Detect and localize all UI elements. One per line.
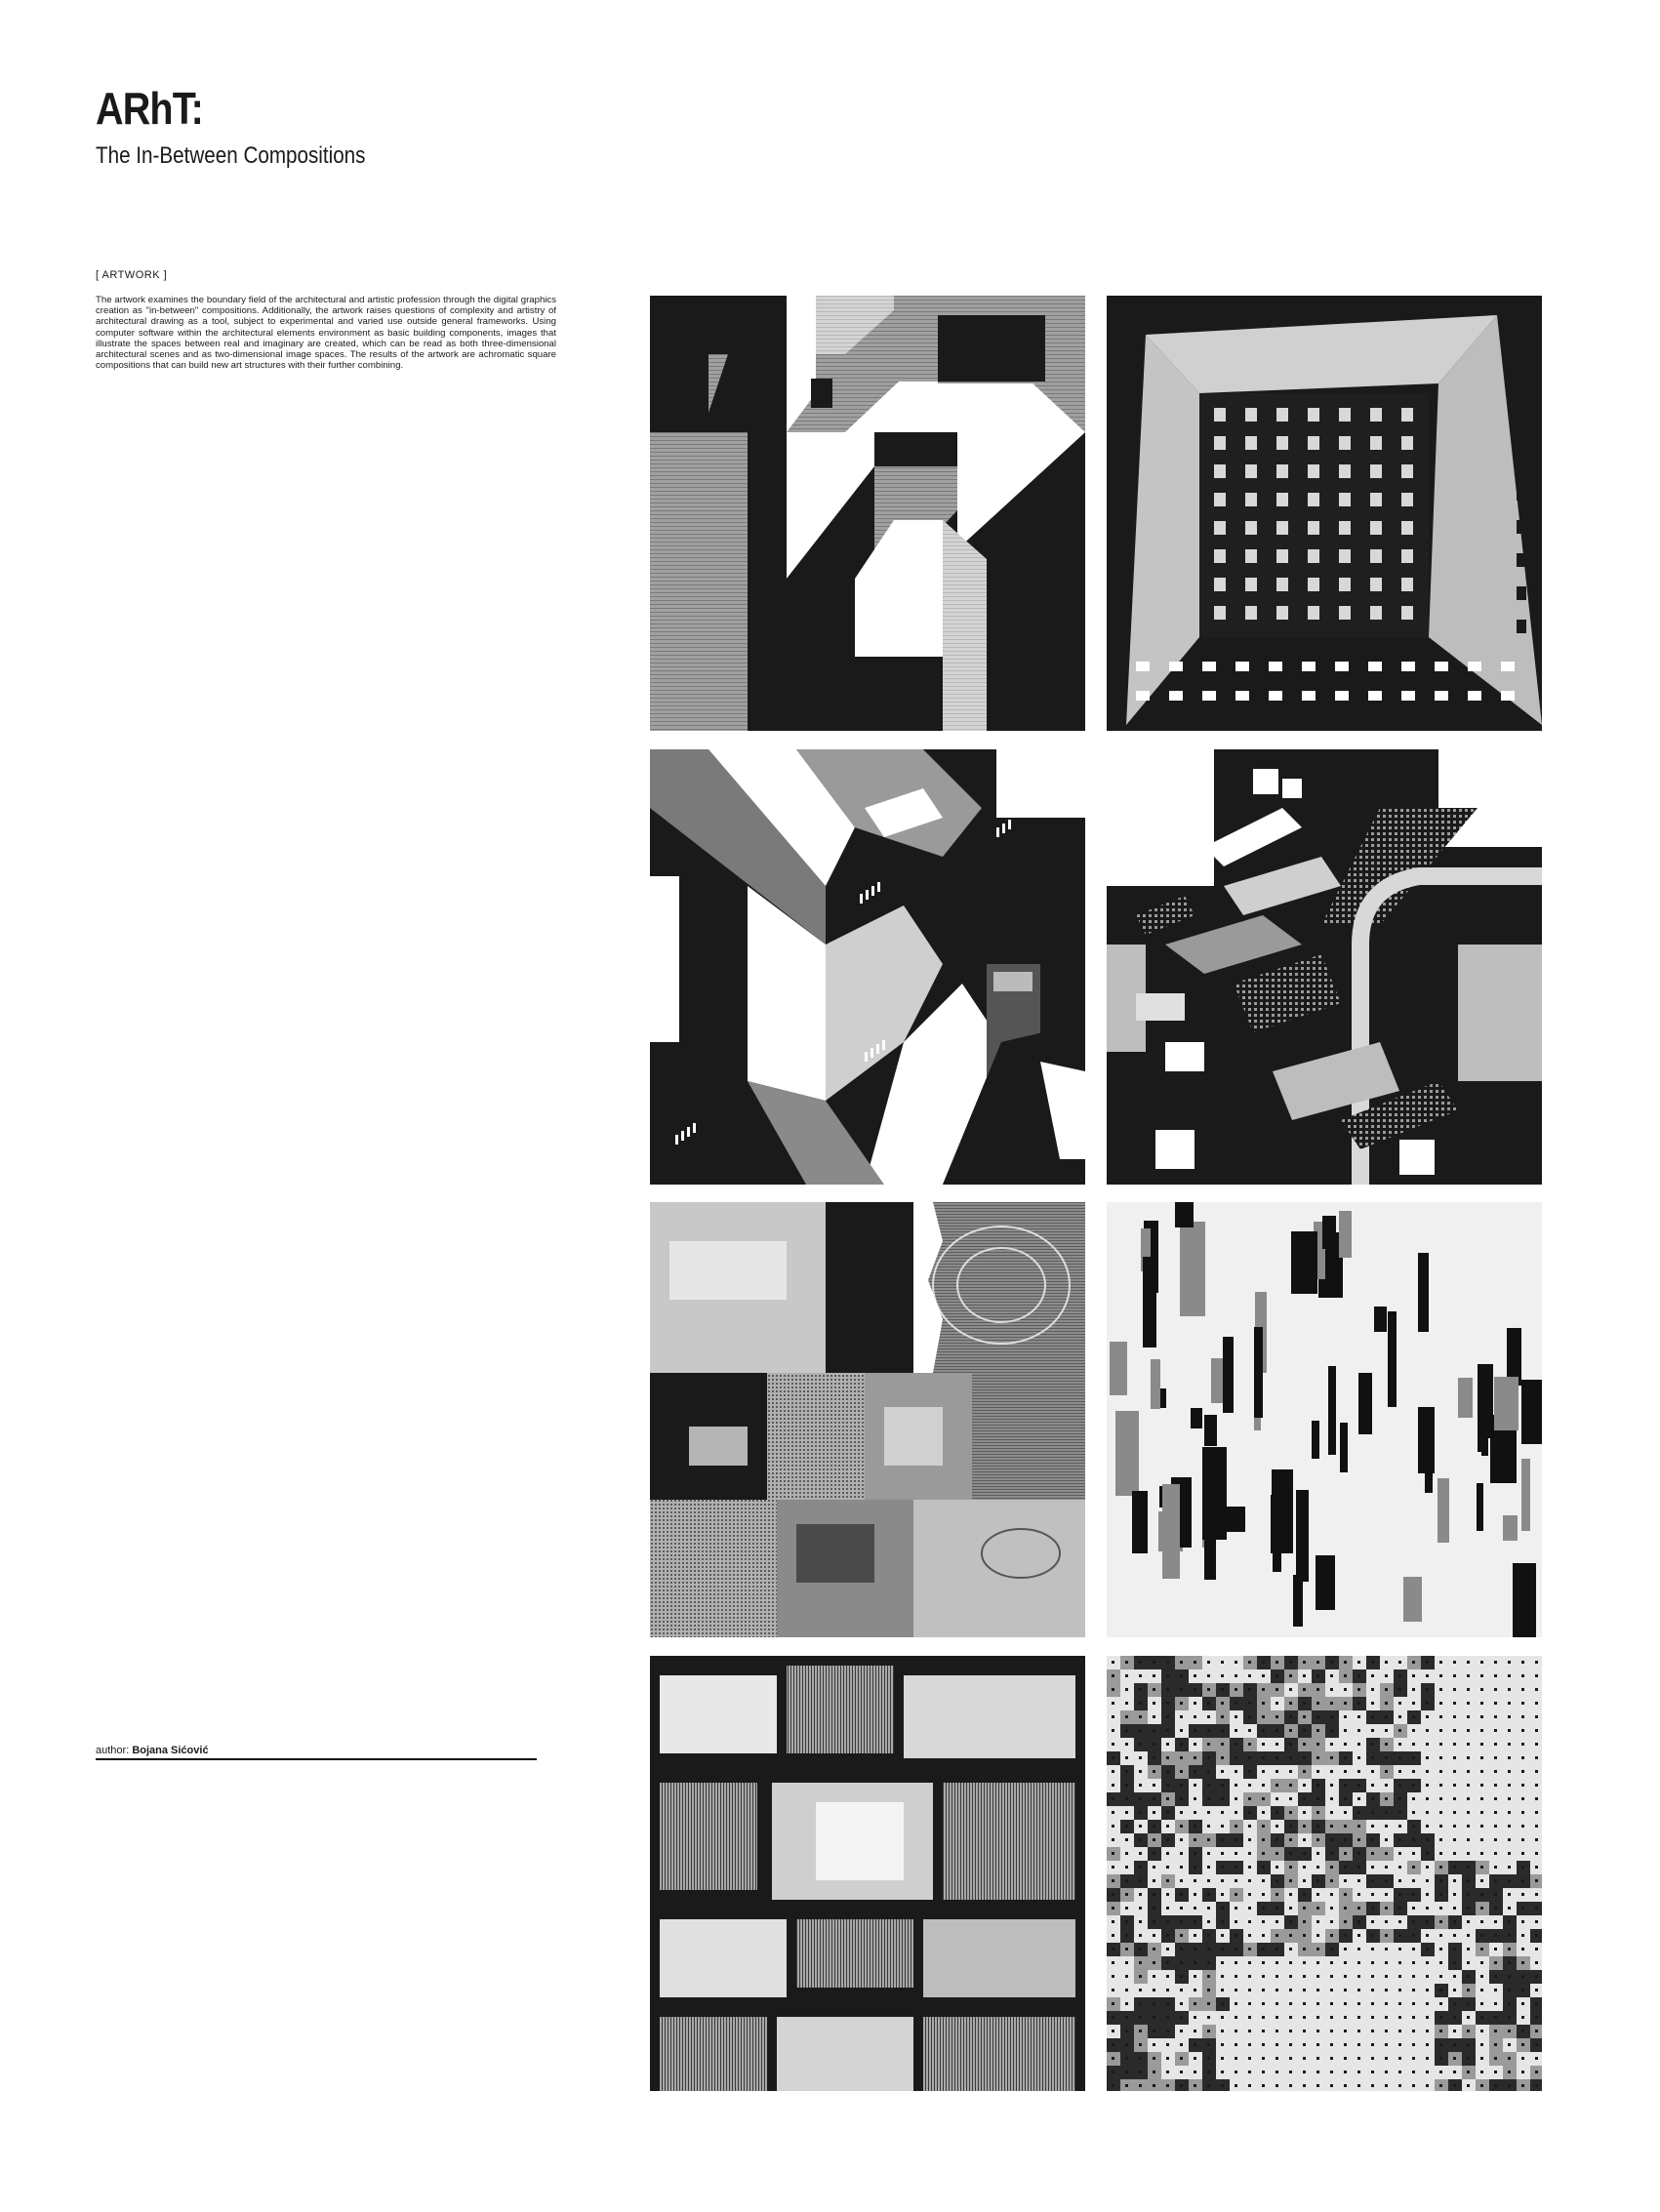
section-label: [ ARTWORK ] <box>96 269 168 281</box>
artwork-tile-8 <box>1107 1656 1542 2091</box>
artwork-tile-5 <box>650 1202 1085 1637</box>
artwork-tile-1 <box>650 296 1085 731</box>
page-title: ARhT: <box>96 83 203 134</box>
artwork-description: The artwork examines the boundary field of the architectural and artistic profession through the digital graphics creation as "in-between" compositions. Additionally, the artwork raises questions of complexity and artistry of architectural drawing as a tool, subject to experimental and varied use outside general frameworks. Using computer software within the architectural elements environment as basic building components, images that illustrate the spaces between real and imaginary are created, which can be read as both three-dimensional architectural scenes and as two-dimensional image spaces. The results of the artwork are achromatic square compositions that can build new art structures with their further combining. <box>96 295 556 372</box>
artwork-tile-4 <box>1107 749 1542 1185</box>
footer-rule <box>96 1758 537 1760</box>
artwork-tile-7 <box>650 1656 1085 2091</box>
artwork-tile-6 <box>1107 1202 1542 1637</box>
page-subtitle: The In-Between Compositions <box>96 142 366 169</box>
artwork-tile-2 <box>1107 296 1542 731</box>
author-label: author: <box>96 1745 130 1756</box>
author-name: Bojana Sićović <box>132 1745 209 1756</box>
author-credit <box>96 1745 209 1756</box>
artwork-tile-3 <box>650 749 1085 1185</box>
